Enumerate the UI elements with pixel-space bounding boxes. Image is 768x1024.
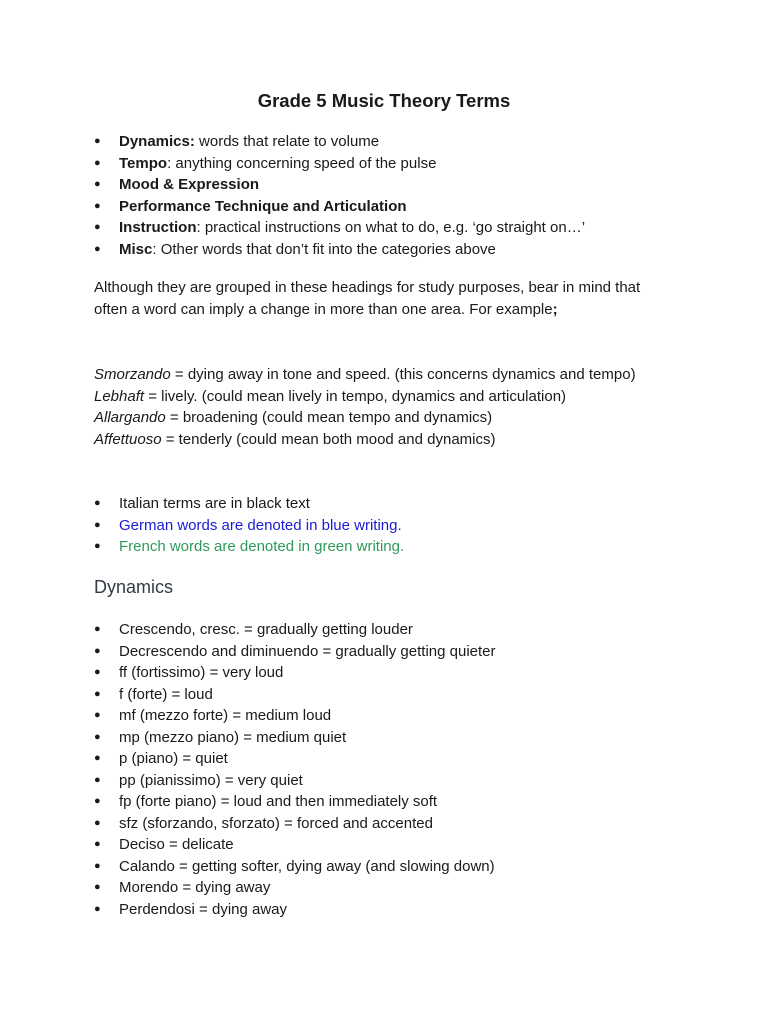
- example-line: [94, 364, 674, 386]
- category-term: Performance Technique and Articulation: [119, 197, 407, 215]
- dynamics-term: p (piano) = quiet: [119, 750, 228, 767]
- list-item: [94, 834, 714, 856]
- bullet-icon: ●: [94, 199, 101, 212]
- list-item: [94, 877, 714, 899]
- category-desc: : Other words that don’t fit into the categories above: [152, 240, 496, 258]
- legend-italian: [94, 493, 714, 515]
- list-item: [94, 791, 714, 813]
- list-item: [94, 641, 714, 663]
- bullet-icon: ●: [94, 709, 101, 721]
- dynamics-term: sfz (sforzando, sforzato) = forced and accented: [119, 814, 433, 832]
- list-item: [94, 217, 714, 239]
- intro-text: Although they are grouped in these headings for study purposes, bear in mind that often a word can imply a change in more than one area. For example: [94, 279, 641, 318]
- category-term: Mood & Expression: [119, 176, 260, 193]
- example-term: Affettuoso: [94, 430, 162, 448]
- list-item: [94, 684, 714, 706]
- bullet-icon: ●: [94, 773, 101, 786]
- bullet-icon: ●: [94, 156, 101, 169]
- list-item: [94, 196, 714, 218]
- intro-paragraph: [94, 277, 674, 320]
- list-item: [94, 153, 714, 175]
- bullet-icon: ●: [94, 881, 101, 893]
- bullet-icon: ●: [94, 666, 101, 678]
- example-term: Lebhaft: [94, 387, 145, 405]
- bullet-icon: ●: [94, 838, 101, 850]
- category-term: Instruction: [119, 219, 197, 236]
- dynamics-term: pp (pianissimo) = very quiet: [119, 771, 303, 789]
- legend-german: [94, 515, 714, 537]
- bullet-icon: ●: [94, 497, 101, 509]
- list-item: [94, 856, 714, 878]
- list-item: [94, 705, 714, 727]
- intro-semicolon: ;: [552, 300, 558, 318]
- bullet-icon: ●: [94, 730, 101, 743]
- dynamics-term: Decrescendo and diminuendo = gradually getting quieter: [119, 642, 496, 660]
- dynamics-term: Crescendo, cresc. = gradually getting louder: [119, 621, 413, 638]
- examples-block: [94, 364, 674, 450]
- bullet-icon: ●: [94, 178, 101, 190]
- example-line: [94, 386, 674, 408]
- list-item: [94, 899, 714, 921]
- bullet-icon: ●: [94, 752, 101, 764]
- dynamics-term: Morendo = dying away: [119, 879, 271, 896]
- dynamics-term: Deciso = delicate: [119, 836, 234, 853]
- category-list: [94, 131, 714, 260]
- legend-german-text: German words are denoted in blue writing.: [119, 516, 402, 534]
- bullet-icon: ●: [94, 816, 101, 829]
- dynamics-term: f (forte) = loud: [119, 685, 213, 703]
- bullet-icon: ●: [94, 518, 101, 531]
- list-item: [94, 748, 714, 770]
- bullet-icon: ●: [94, 902, 101, 915]
- list-item: [94, 727, 714, 749]
- dynamics-term: Perdendosi = dying away: [119, 900, 288, 918]
- category-desc: words that relate to volume: [194, 133, 380, 150]
- bullet-icon: ●: [94, 242, 101, 255]
- list-item: [94, 662, 714, 684]
- legend-italian-text: Italian terms are in black text: [119, 495, 310, 512]
- category-desc: : practical instructions on what to do, e.g. ‘go straight on…’: [196, 219, 586, 236]
- category-term: Misc: [119, 240, 153, 258]
- example-desc: = lively. (could mean lively in tempo, dynamics and articulation): [144, 387, 567, 405]
- dynamics-term: Calando = getting softer, dying away (and slowing down): [119, 857, 495, 875]
- bullet-icon: ●: [94, 221, 101, 233]
- example-desc: = tenderly (could mean both mood and dynamics): [161, 430, 496, 448]
- dynamics-term: fp (forte piano) = loud and then immediately soft: [119, 793, 438, 810]
- legend-french: [94, 536, 714, 558]
- bullet-icon: ●: [94, 795, 101, 807]
- example-term: Smorzando: [94, 366, 171, 383]
- example-line: [94, 429, 674, 451]
- legend-french-text: French words are denoted in green writing.: [119, 538, 405, 555]
- language-legend: [94, 493, 714, 558]
- dynamics-term: ff (fortissimo) = very loud: [119, 664, 284, 681]
- bullet-icon: ●: [94, 135, 101, 147]
- bullet-icon: ●: [94, 859, 101, 872]
- page-title: Grade 5 Music Theory Terms: [257, 90, 511, 111]
- category-term: Tempo: [119, 154, 168, 172]
- section-heading-dynamics: Dynamics: [94, 577, 174, 597]
- list-item: [94, 239, 714, 261]
- dynamics-term: mf (mezzo forte) = medium loud: [119, 707, 332, 724]
- list-item: [94, 813, 714, 835]
- bullet-icon: ●: [94, 623, 101, 635]
- category-desc: : anything concerning speed of the pulse: [167, 154, 437, 172]
- example-desc: = dying away in tone and speed. (this concerns dynamics and tempo): [170, 366, 636, 383]
- list-item: [94, 770, 714, 792]
- example-desc: = broadening (could mean tempo and dynamics): [165, 409, 493, 426]
- list-item: [94, 174, 714, 196]
- dynamics-term: mp (mezzo piano) = medium quiet: [119, 728, 347, 746]
- list-item: [94, 131, 714, 153]
- example-term: Allargando: [94, 409, 166, 426]
- category-term: Dynamics:: [119, 133, 195, 150]
- list-item: [94, 619, 714, 641]
- bullet-icon: ●: [94, 687, 101, 700]
- bullet-icon: ●: [94, 644, 101, 657]
- dynamics-list: [94, 619, 714, 920]
- example-line: [94, 407, 674, 429]
- bullet-icon: ●: [94, 540, 101, 552]
